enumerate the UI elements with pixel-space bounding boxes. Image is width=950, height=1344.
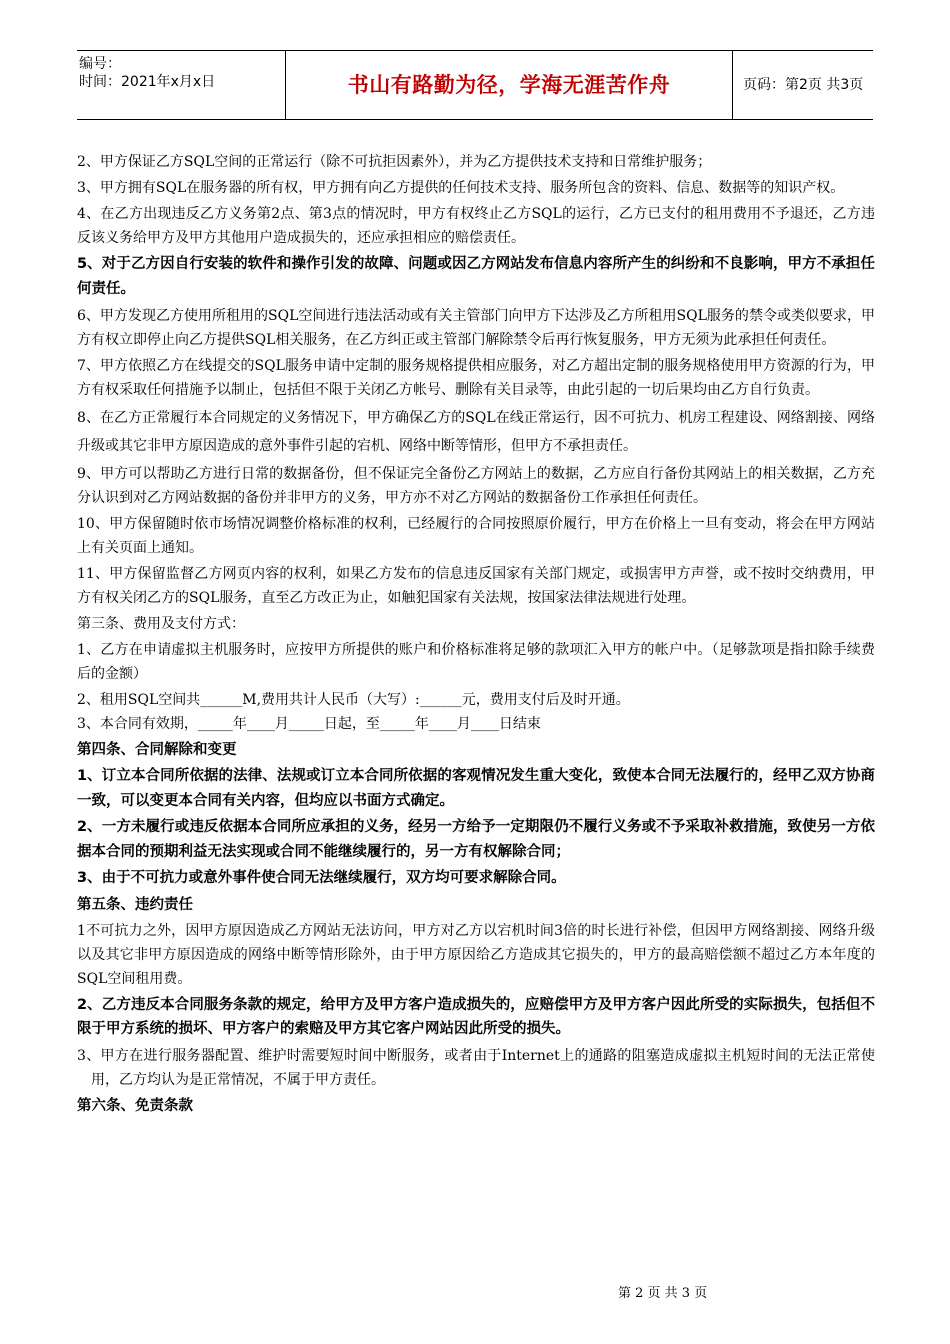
paragraph: 8、在乙方正常履行本合同规定的义务情况下，甲方确保乙方的SQL在线正常运行，因不可抗力、机房工程建设、网络割接、网络升级或其它非甲方原因造成的意外事件引起的宕机、网络中断等情形，但甲方不承担责任。 [77, 410, 875, 454]
paragraph: 7、甲方依照乙方在线提交的SQL服务申请中定制的服务规格提供相应服务，对乙方超出定制的服务规格使用甲方资源的行为，甲方有权采取任何措施予以制止，包括但不限于关闭乙方帐号、删除有关目录等，由此引起的一切后果均由乙方自行负责。 [77, 358, 875, 398]
document-time-label: 时间：2021年x月x日 [79, 74, 216, 90]
paragraph: 3、本合同有效期，_____年____月_____日起，至_____年____月____日结束 [77, 716, 541, 732]
section-heading: 第三条、费用及支付方式： [77, 616, 245, 632]
paragraph: 9、甲方可以帮助乙方进行日常的数据备份，但不保证完全备份乙方网站上的数据，乙方应自行备份其网站上的相关数据，乙方充分认识到对乙方网站数据的备份并非甲方的义务，甲方亦不对乙方网站的数据备份工作承担任何责任。 [77, 466, 875, 506]
paragraph: 2、一方未履行或违反依据本合同所应承担的义务，经另一方给予一定期限仍不履行义务或不予采取补救措施，致使另一方依据本合同的预期利益无法实现或合同不能继续履行的，另一方有权解除合同； [77, 819, 875, 860]
section-heading: 第五条、违约责任 [77, 896, 193, 913]
header-motto-cell [285, 51, 733, 119]
paragraph: 2、甲方保证乙方SQL空间的正常运行（除不可抗拒因素外），并为乙方提供技术支持和日常维护服务； [77, 154, 712, 170]
paragraph: 5、对于乙方因自行安装的软件和操作引发的故障、问题或因乙方网站发布信息内容所产生的纠纷和不良影响，甲方不承担任何责任。 [77, 256, 875, 297]
paragraph: 1不可抗力之外，因甲方原因造成乙方网站无法访问，甲方对乙方以宕机时间3倍的时长进行补偿，但因甲方网络割接、网络升级以及其它非甲方原因造成的网络中断等情形除外，由于甲方原因给乙方造成其它损失的，甲方的最高赔偿额不超过乙方本年度的SQL空间租用费。 [77, 922, 875, 987]
paragraph: 11、甲方保留监督乙方网页内容的权利，如果乙方发布的信息违反国家有关部门规定，或损害甲方声誉，或不按时交纳费用，甲方有权关闭乙方的SQL服务，直至乙方改正为止，如触犯国家有关法规，按国家法律法规进行处理。 [77, 566, 875, 606]
document-number-label: 编号： [79, 56, 121, 72]
page-footer: 第 2 页 共 3 页 [618, 1286, 708, 1301]
header-page-code-cell [731, 51, 873, 119]
section-heading: 第四条、合同解除和变更 [77, 742, 237, 758]
paragraph: 1、订立本合同所依据的法律、法规或订立本合同所依据的客观情况发生重大变化，致使本合同无法履行的，经甲乙双方协商一致，可以变更本合同有关内容，但均应以书面方式确定。 [77, 768, 875, 809]
section-heading: 第六条、免责条款 [77, 1097, 193, 1114]
page-header [77, 50, 873, 120]
paragraph: 2、租用SQL空间共______M,费用共计人民币（大写）:______元，费用支付后及时开通。 [77, 692, 630, 708]
header-motto: 书山有路勤为径，学海无涯苦作舟 [347, 73, 671, 97]
header-meta [77, 51, 285, 119]
paragraph: 3、由于不可抗力或意外事件使合同无法继续履行，双方均可要求解除合同。 [77, 870, 566, 886]
paragraph: 10、甲方保留随时依市场情况调整价格标准的权利，已经履行的合同按照原价履行，甲方在价格上一旦有变动，将会在甲方网站上有关页面上通知。 [77, 516, 875, 556]
paragraph: 6、甲方发现乙方使用所租用的SQL空间进行违法活动或有关主管部门向甲方下达涉及乙方所租用SQL服务的禁令或类似要求，甲方有权立即停止向乙方提供SQL相关服务，在乙方纠正或主管部门解除禁令后再行恢复服务，甲方无须为此承担任何责任。 [77, 308, 875, 348]
paragraph: 4、在乙方出现违反乙方义务第2点、第3点的情况时，甲方有权终止乙方SQL的运行，乙方已支付的租用费用不予退还，乙方违反该义务给甲方及甲方其他用户造成损失的，还应承担相应的赔偿责任。 [77, 206, 875, 246]
paragraph: 2、乙方违反本合同服务条款的规定，给甲方及甲方客户造成损失的，应赔偿甲方及甲方客户因此所受的实际损失，包括但不限于甲方系统的损坏、甲方客户的索赔及甲方其它客户网站因此所受的损失。 [77, 996, 875, 1037]
paragraph: 3、甲方拥有SQL在服务器的所有权，甲方拥有向乙方提供的任何技术支持、服务所包含的资料、信息、数据等的知识产权。 [77, 180, 845, 196]
document-body [77, 150, 875, 1118]
paragraph: 3、甲方在进行服务器配置、维护时需要短时间中断服务，或者由于Internet上的通路的阻塞造成虚拟主机短时间的无法正常使用，乙方均认为是正常情况，不属于甲方责任。 [77, 1047, 875, 1088]
header-page-code: 页码：第2页 共3页 [743, 77, 864, 93]
paragraph: 1、乙方在申请虚拟主机服务时，应按甲方所提供的账户和价格标准将足够的款项汇入甲方的帐户中。（足够款项是指扣除手续费后的金额） [77, 642, 875, 682]
